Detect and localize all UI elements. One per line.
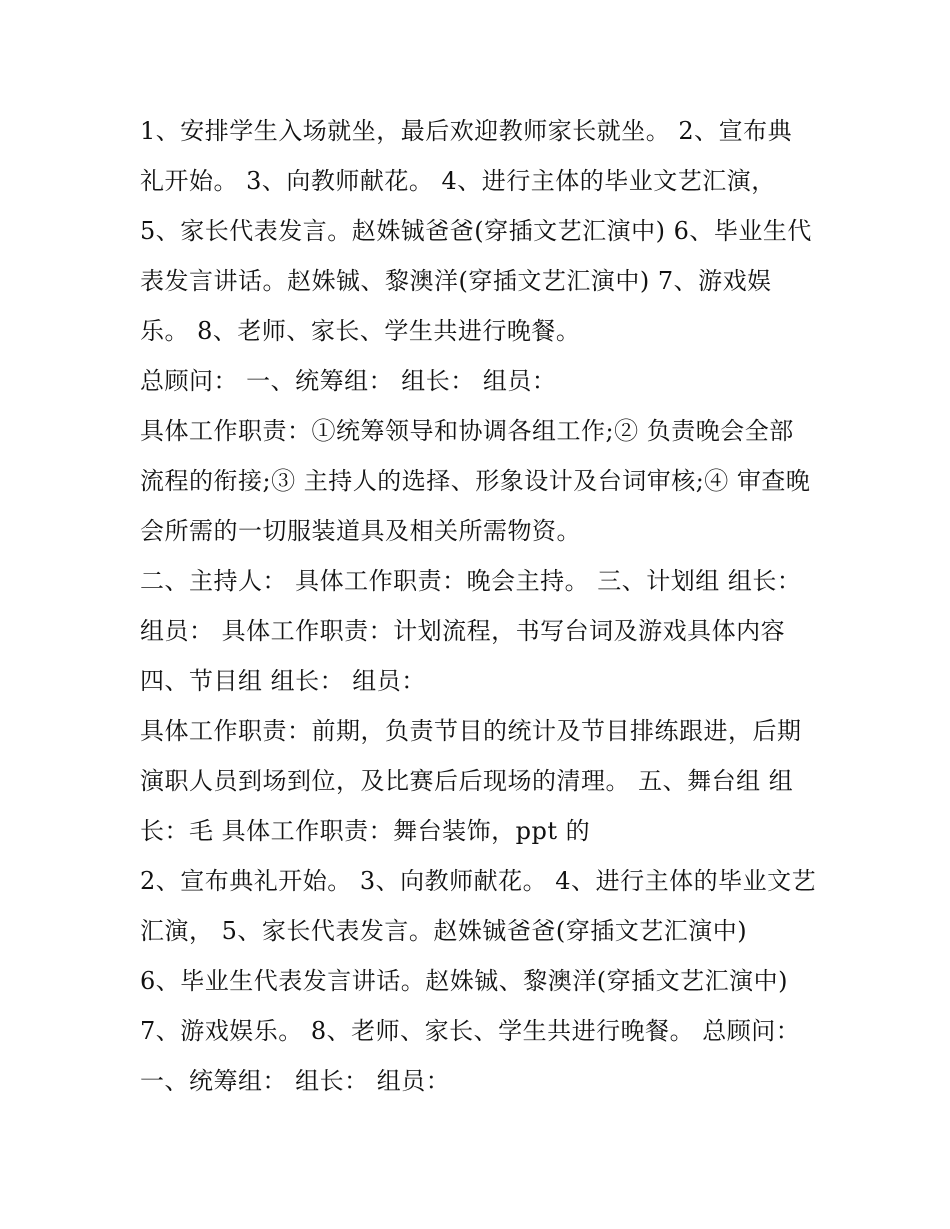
text-line: 具体工作职责：前期，负责节目的统计及节目排练跟进，后期 [140, 717, 802, 745]
text-line: 总顾问： 一、统筹组： 组长： 组员： [140, 367, 557, 395]
text-line: 组员： 具体工作职责：计划流程，书写台词及游戏具体内容 [140, 617, 786, 645]
text-line: 6、毕业生代表发言讲话。赵姝铖、黎澳洋(穿插文艺汇演中) [140, 967, 788, 995]
text-line: 具体工作职责：①统筹领导和协调各组工作;② 负责晚会全部 [140, 417, 794, 445]
text-line: 四、节目组 组长： 组员： [140, 667, 426, 695]
text-line: 2、宣布典礼开始。 3、向教师献花。 4、进行主体的毕业文艺 [140, 867, 817, 895]
text-line: 演职人员到场到位，及比赛后后现场的清理。 五、舞台组 组 [140, 767, 794, 795]
text-line: 汇演， 5、家长代表发言。赵姝铖爸爸(穿插文艺汇演中) [140, 917, 748, 945]
text-line: 二、主持人： 具体工作职责：晚会主持。 三、计划组 组长： [140, 567, 802, 595]
text-line: 流程的衔接;③ 主持人的选择、形象设计及台词审核;④ 审查晚 [140, 467, 811, 495]
text-line: 会所需的一切服装道具及相关所需物资。 [140, 517, 581, 545]
text-line: 7、游戏娱乐。 8、老师、家长、学生共进行晚餐。 总顾问： [140, 1017, 801, 1045]
text-line: 礼开始。 3、向教师献花。 4、进行主体的毕业文艺汇演， [140, 167, 776, 195]
text-line: 乐。 8、老师、家长、学生共进行晚餐。 [140, 317, 581, 345]
text-line: 长：毛 具体工作职责：舞台装饰，ppt 的 [140, 817, 591, 845]
text-line: 表发言讲话。赵姝铖、黎澳洋(穿插文艺汇演中) 7、游戏娱 [140, 267, 772, 295]
text-line: 1、安排学生入场就坐，最后欢迎教师家长就坐。 2、宣布典 [140, 117, 793, 145]
text-line: 一、统筹组： 组长： 组员： [140, 1067, 451, 1095]
text-line: 5、家长代表发言。赵姝铖爸爸(穿插文艺汇演中) 6、毕业生代 [140, 217, 812, 245]
document-body [140, 106, 820, 1106]
